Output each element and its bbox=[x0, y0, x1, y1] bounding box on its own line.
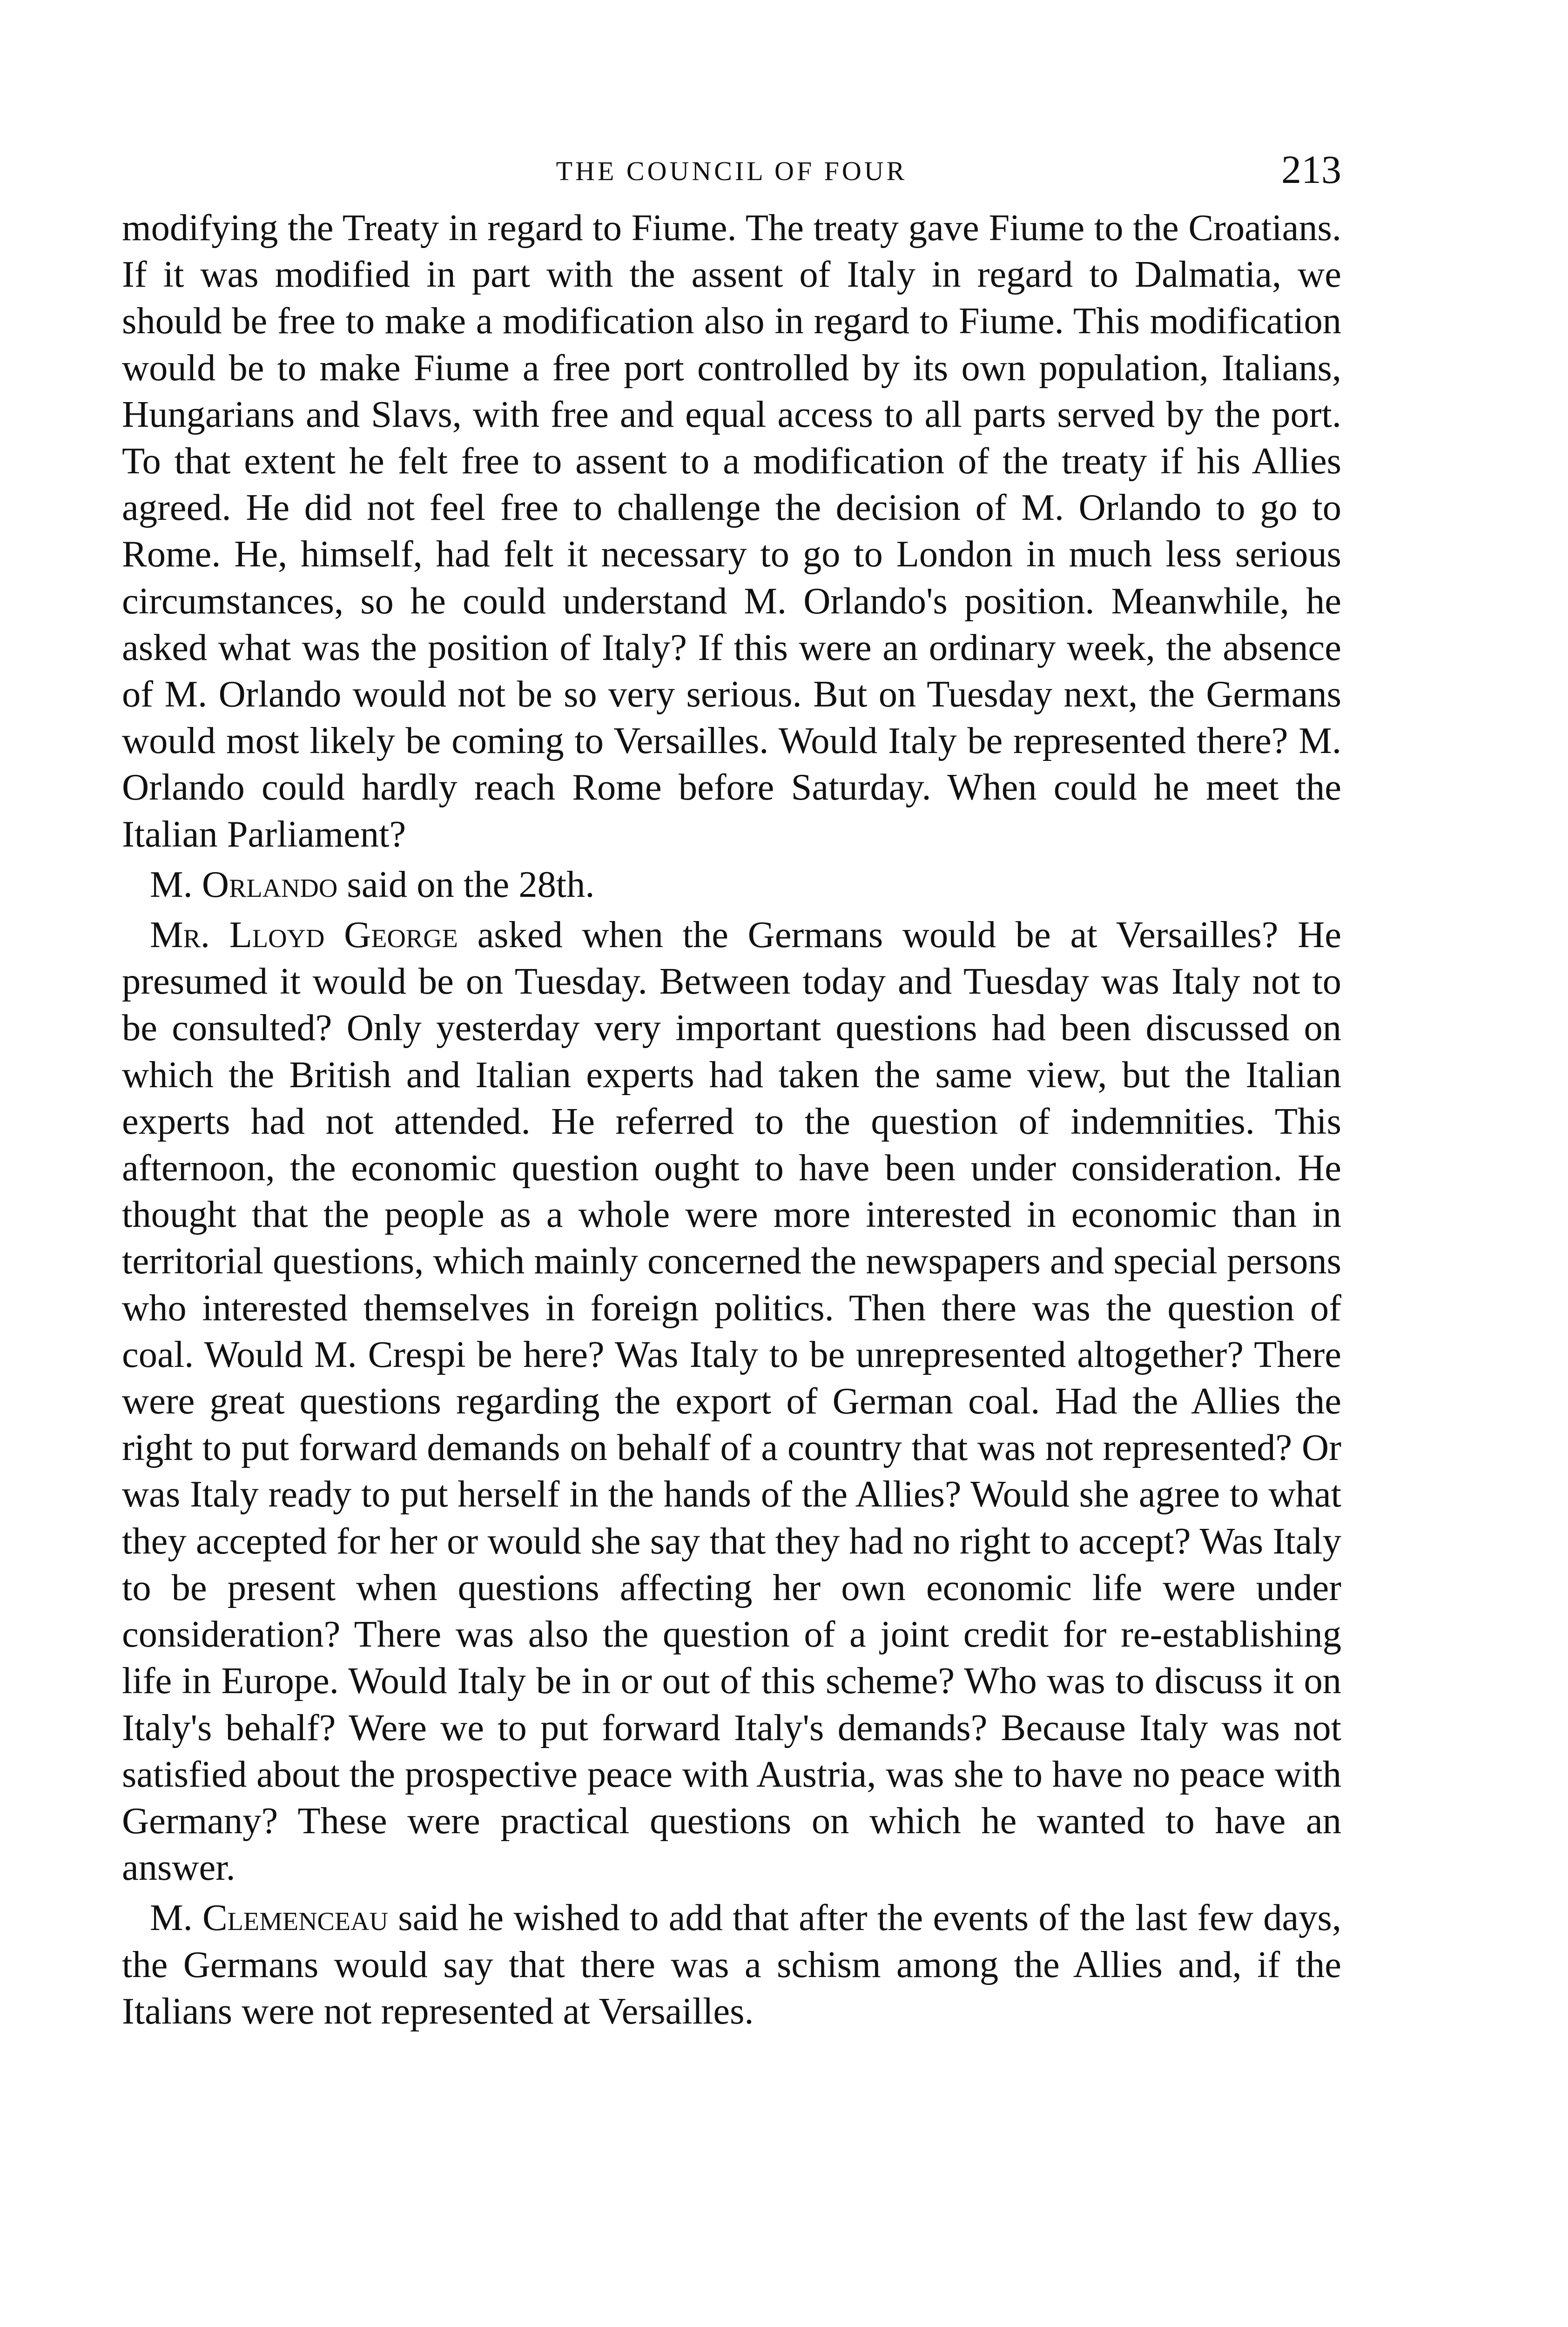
paragraph-text: asked when the Germans would be at Versailles? He presumed it would be on Tuesday. Between today and Tuesday was Italy not to be consulted? Only yesterday very important questions had been discussed on which the British and Italian experts had taken the same view, but the Italian experts had not attended. He referred to the question of indemnities. This afternoon, the economic question ought to have been under consideration. He thought that the people as a whole were more interested in economic than in territorial questions, which mainly concerned the newspapers and special persons who interested themselves in foreign politics. Then there was the question of coal. Would M. Crespi be here? Was Italy to be unrepresented altogether? There were great questions regarding the export of German coal. Had the Allies the right to put forward demands on behalf of a country that was not represented? Or was Italy ready to put herself in the hands of the Allies? Would she agree to what they accepted for her or would she say that they had no right to accept? Was Italy to be present when questions affecting her own economic life were under consideration? There was also the question of a joint credit for re-establishing life in Europe. Would Italy be in or out of this scheme? Who was to discuss it on Italy's behalf? Were we to put forward Italy's demands? Because Italy was not satisfied about the prospective peace with Austria, was she to have no peace with Germany? These were practical questions on which he wanted to have an answer. bbox=[122, 914, 1342, 1889]
speaker-name: Mr. Lloyd George bbox=[150, 914, 458, 956]
paragraph-lloyd-george bbox=[122, 912, 1341, 1891]
paragraph-continuation bbox=[122, 205, 1341, 858]
paragraph-clemenceau bbox=[122, 1895, 1341, 2035]
paragraph-text: modifying the Treaty in regard to Fiume. The treaty gave Fiume to the Croatians. If it was modified in part with the assent of Italy in regard to Dalmatia, we should be free to make a modification also in regard to Fiume. This modification would be to make Fiume a free port controlled by its own population, Italians, Hungarians and Slavs, with free and equal access to all parts served by the port. To that extent he felt free to assent to a modification of the treaty if his Allies agreed. He did not feel free to challenge the decision of M. Orlando to go to Rome. He, himself, had felt it necessary to go to London in much less serious circumstances, so he could understand M. Orlando's position. Meanwhile, he asked what was the position of Italy? If this were an ordinary week, the absence of M. Orlando would not be so very serious. But on Tuesday next, the Germans would most likely be coming to Versailles. Would Italy be represented there? M. Orlando could hardly reach Rome before Saturday. When could he meet the Italian Parliament? bbox=[122, 207, 1341, 855]
page-number: 213 bbox=[1281, 147, 1341, 192]
book-page bbox=[122, 140, 1341, 2035]
speaker-name: M. Clemenceau bbox=[150, 1897, 388, 1939]
paragraph-text: said he wished to add that after the events of the last few days, the Germans would say that there was a schism among the Allies and, if the Italians were not represented at Versailles. bbox=[122, 1897, 1341, 2032]
paragraph-text: said on the 28th. bbox=[337, 863, 595, 905]
speaker-name: M. Orlando bbox=[150, 863, 338, 905]
paragraph-orlando bbox=[122, 861, 1341, 908]
running-head bbox=[122, 140, 1341, 195]
running-title: THE COUNCIL OF FOUR bbox=[556, 156, 908, 186]
